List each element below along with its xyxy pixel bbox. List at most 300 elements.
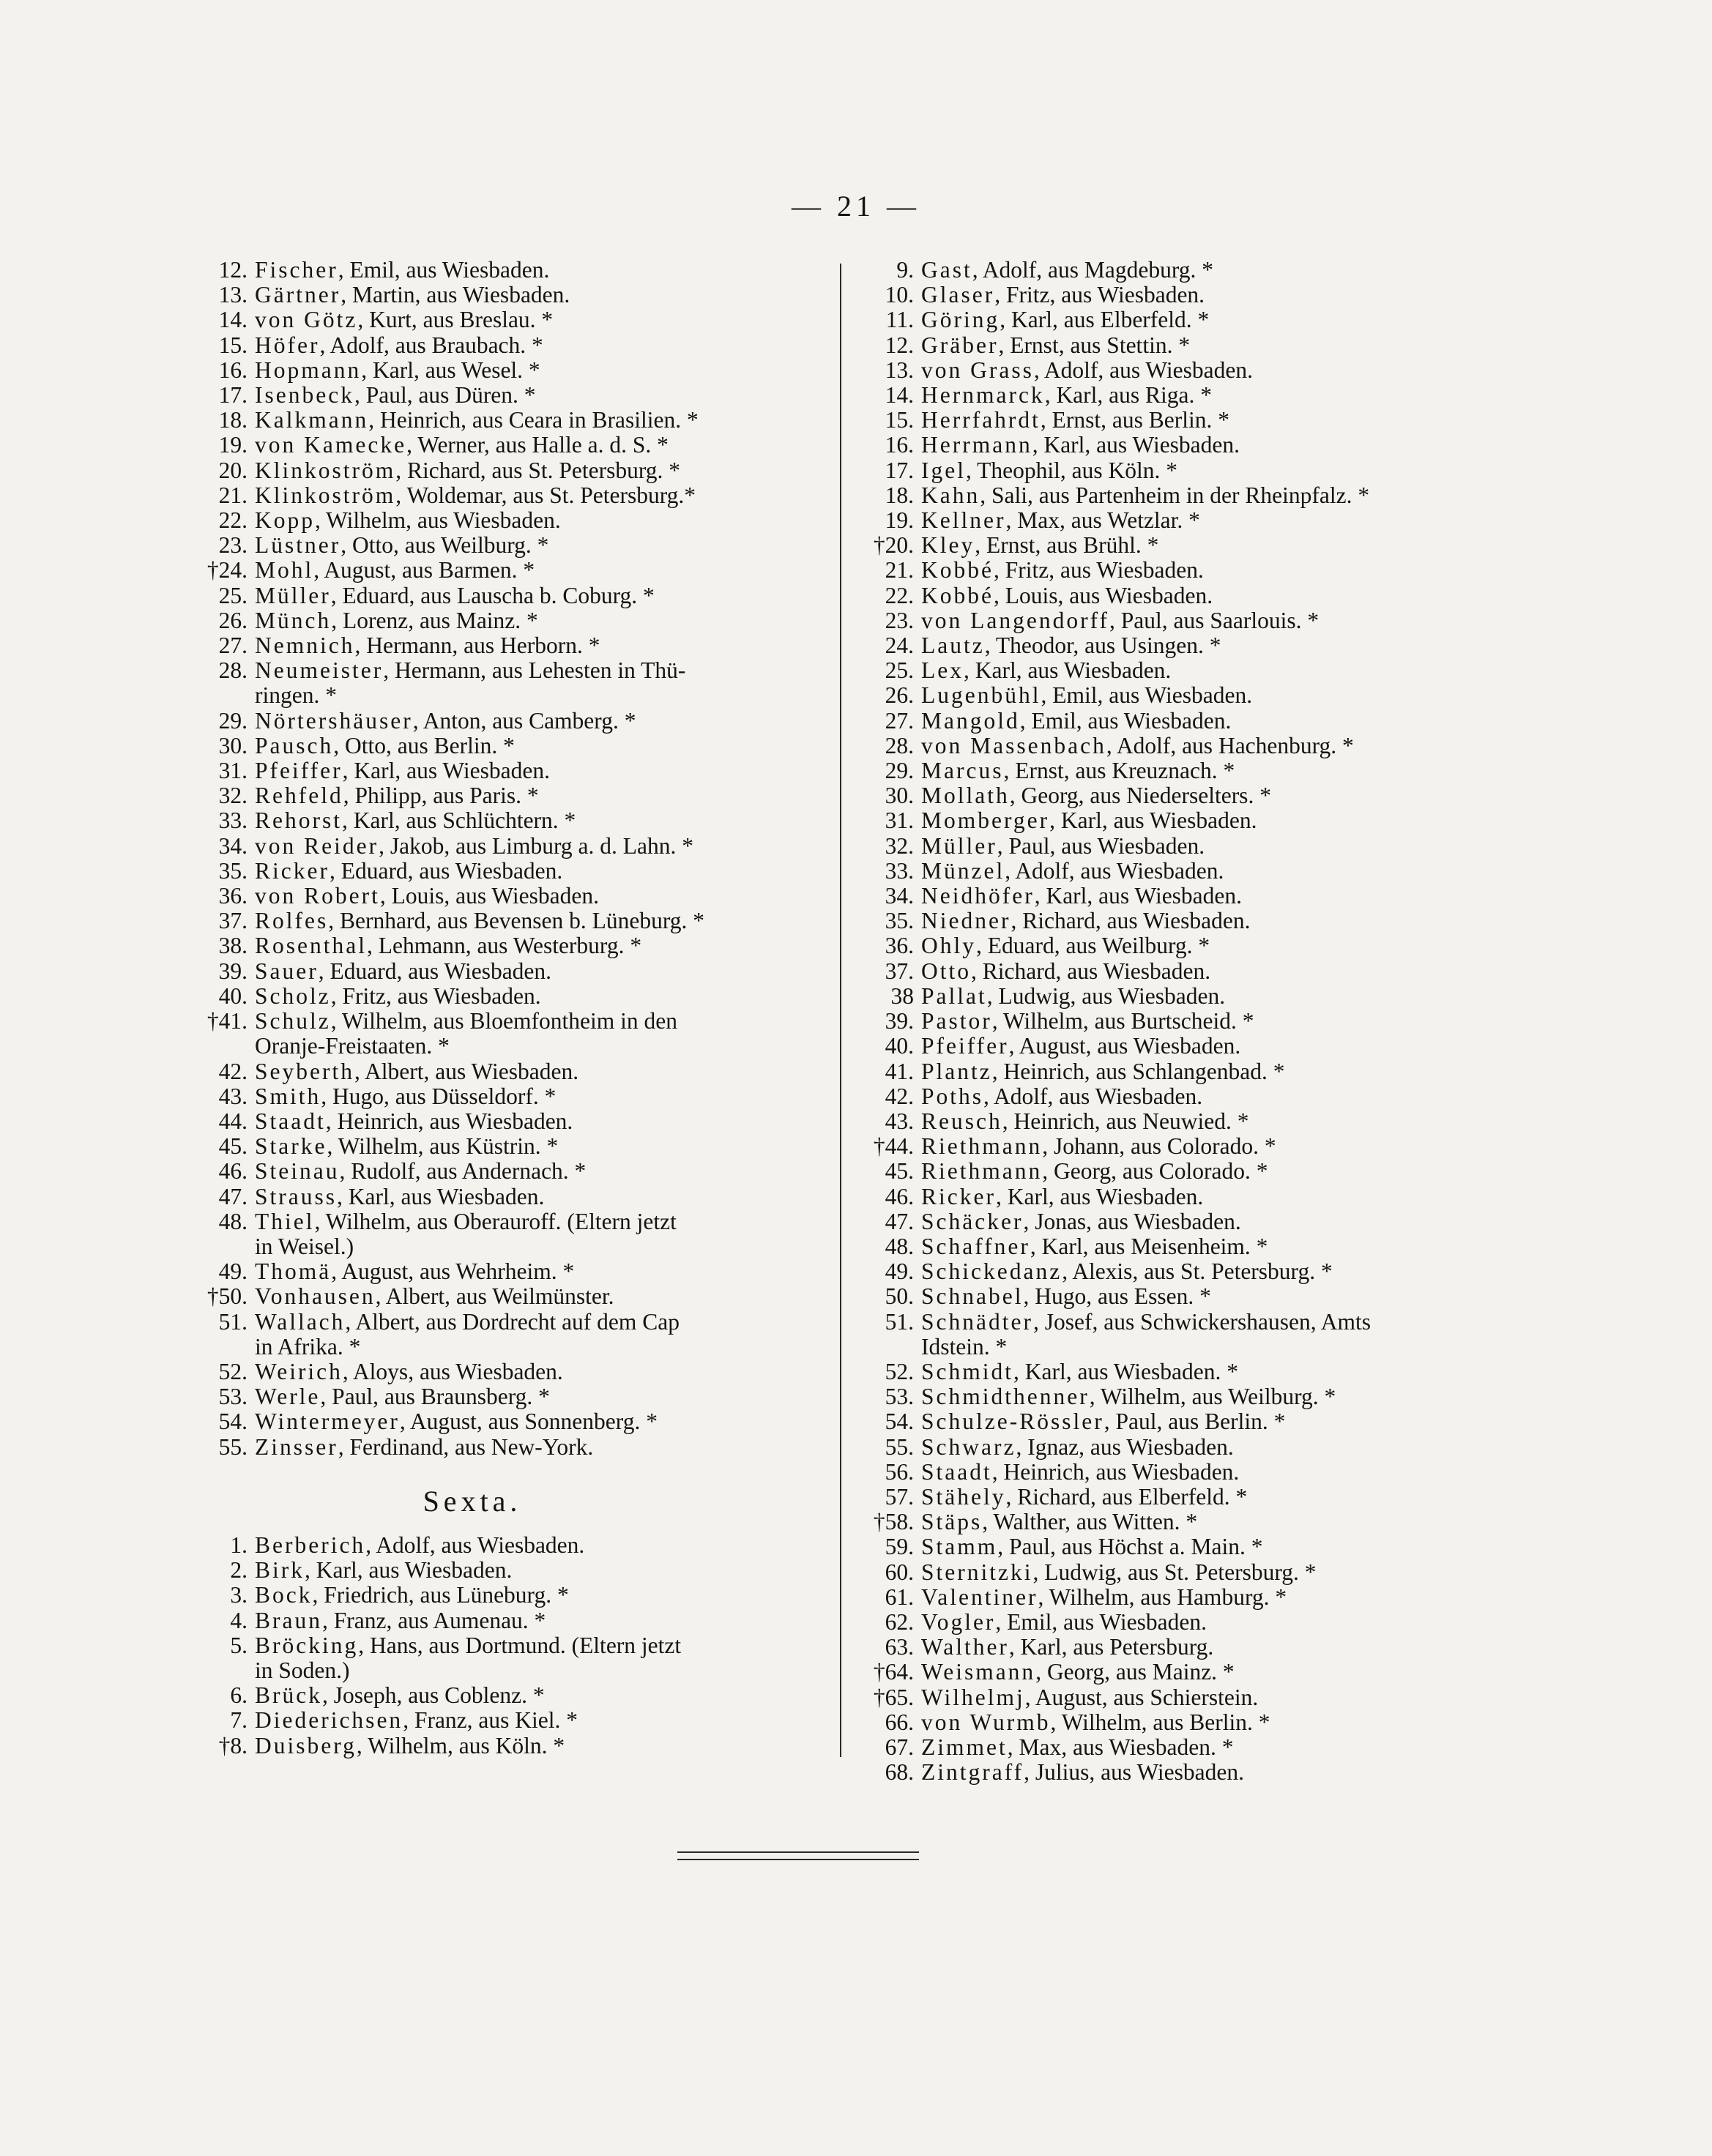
list-item	[864, 1384, 1501, 1409]
entry-number-text: 15.	[218, 332, 248, 358]
list-item	[864, 1510, 1501, 1534]
entry-number	[864, 1310, 914, 1335]
entry-line	[198, 884, 835, 909]
entry-number	[864, 933, 914, 958]
entry-text	[255, 984, 541, 1009]
entry-text	[255, 583, 655, 608]
entry-details: , Albert, aus Weilmünster.	[375, 1283, 614, 1310]
list-item	[864, 533, 1501, 558]
entry-number-text: 51.	[885, 1308, 914, 1335]
entry-line	[864, 1585, 1501, 1610]
surname: von Grass	[921, 357, 1034, 383]
entry-number	[198, 358, 248, 383]
entry-number-text: 13.	[218, 282, 248, 308]
entry-number	[198, 884, 248, 909]
surname: Herrmann	[921, 432, 1032, 458]
entry-text	[921, 1359, 1238, 1384]
list-item	[864, 608, 1501, 633]
entry-number-text: 18.	[885, 482, 914, 508]
entry-number-text: 41.	[885, 1058, 914, 1084]
entry-number	[198, 458, 248, 483]
entry-text	[255, 1359, 563, 1384]
entry-number-text: 50.	[218, 1283, 248, 1310]
list-item	[864, 1560, 1501, 1585]
entry-details: , Franz, aus Aumenau. *	[321, 1607, 546, 1633]
entry-number-text: 32.	[885, 832, 914, 859]
entry-continuation: in Weisel.)	[255, 1233, 354, 1259]
entry-number-text: 27.	[218, 633, 248, 659]
entry-number	[864, 533, 914, 558]
entry-line	[864, 1284, 1501, 1309]
entry-number-text: 54.	[218, 1409, 248, 1435]
entry-text	[921, 1310, 1371, 1335]
list-item	[198, 333, 835, 358]
entry-line	[864, 1009, 1501, 1034]
entry-details: , Emil, aus Wiesbaden.	[1041, 682, 1253, 709]
entry-line	[864, 1134, 1501, 1159]
entry-details: , Wilhelm, aus Oberauroff. (Eltern jetzt	[314, 1208, 677, 1234]
entry-number-text: 46.	[218, 1158, 248, 1185]
entry-details: , Philipp, aus Paris. *	[343, 783, 539, 809]
list-item	[198, 1259, 835, 1284]
entry-line	[864, 933, 1501, 958]
list-item	[864, 1084, 1501, 1109]
entry-line	[864, 608, 1501, 633]
entry-number-text: 40.	[885, 1033, 914, 1059]
entry-text	[255, 933, 641, 958]
entry-number	[198, 1384, 248, 1409]
list-item	[198, 1384, 835, 1409]
entry-number-text: 11.	[885, 307, 914, 333]
entry-number	[198, 808, 248, 833]
end-double-rule	[677, 1851, 919, 1860]
entry-text	[255, 834, 693, 859]
entry-line	[864, 959, 1501, 984]
right-column	[864, 258, 1501, 1785]
list-item	[198, 408, 835, 433]
entry-details: , Adolf, aus Wiesbaden.	[365, 1532, 585, 1558]
surname: Thiel	[255, 1208, 315, 1234]
entry-number	[864, 1209, 914, 1234]
surname: Otto	[921, 958, 972, 984]
list-item	[198, 483, 835, 508]
entry-line	[864, 533, 1501, 558]
entry-details: , Ernst, aus Kreuznach. *	[1003, 758, 1235, 784]
surname: Schmidt	[921, 1358, 1014, 1384]
list-item	[864, 984, 1501, 1009]
entry-line	[198, 859, 835, 884]
entry-line	[864, 1059, 1501, 1084]
entry-line	[864, 358, 1501, 383]
entry-number	[864, 1185, 914, 1209]
surname: Neidhöfer	[921, 883, 1035, 909]
list-item	[198, 658, 835, 708]
entry-line	[864, 408, 1501, 433]
entry-text	[921, 1510, 1197, 1534]
entry-number-text: 59.	[885, 1534, 914, 1560]
entry-number-text: 48.	[885, 1233, 914, 1259]
surname: Stäps	[921, 1509, 983, 1535]
list-item	[864, 1735, 1501, 1760]
entry-number	[864, 1460, 914, 1485]
entry-line	[864, 283, 1501, 307]
surname: Marcus	[921, 758, 1004, 784]
entry-text	[255, 307, 553, 332]
entry-line	[864, 1510, 1501, 1534]
entry-text	[921, 358, 1253, 383]
entry-number-text: 34.	[885, 883, 914, 909]
entry-details: , Wilhelm, aus Köln. *	[356, 1732, 565, 1758]
entry-number-text: 36.	[885, 933, 914, 959]
surname: Schäcker	[921, 1208, 1024, 1234]
entry-details: , Josef, aus Schwickershausen, Amts	[1032, 1308, 1372, 1335]
entry-number-text: 13.	[885, 357, 914, 383]
deceased-mark: †	[206, 557, 219, 583]
surname: Münzel	[921, 857, 1005, 884]
list-item	[198, 1310, 835, 1359]
entry-text	[921, 433, 1240, 458]
entry-number	[864, 859, 914, 884]
surname: Müller	[921, 832, 997, 859]
entry-line	[198, 1409, 835, 1434]
entry-text	[255, 508, 561, 533]
entry-number-text: 27.	[885, 707, 914, 734]
surname: Kalkmann	[255, 407, 369, 433]
surname: Neumeister	[255, 657, 384, 684]
entry-line	[864, 859, 1501, 884]
list-item	[864, 1710, 1501, 1735]
entry-number-text: 44.	[218, 1108, 248, 1134]
entry-details: , Karl, aus Wiesbaden.	[1034, 883, 1243, 909]
list-item	[864, 1460, 1501, 1485]
entry-number	[864, 709, 914, 734]
surname: Bock	[255, 1582, 313, 1608]
surname: Lugenbühl	[921, 682, 1041, 709]
surname: Rehorst	[255, 807, 342, 834]
surname: Kobbé	[921, 582, 994, 608]
entry-details: , Ludwig, aus Wiesbaden.	[986, 982, 1226, 1009]
surname: Gärtner	[255, 282, 341, 308]
entry-text	[921, 1409, 1285, 1434]
entry-details: , Lorenz, aus Mainz. *	[331, 607, 538, 633]
entry-number	[198, 333, 248, 358]
entry-details: , Georg, aus Niederselters. *	[1009, 783, 1271, 809]
entry-text	[255, 1209, 677, 1234]
entry-number-text: 62.	[885, 1608, 914, 1635]
entry-details: , Sali, aus Partenheim in der Rheinpfalz. *	[980, 482, 1370, 508]
entry-line	[864, 1435, 1501, 1460]
entry-line	[864, 1660, 1501, 1685]
entry-text	[921, 734, 1354, 758]
list-item	[864, 933, 1501, 958]
entry-number-text: 19.	[218, 432, 248, 458]
entry-details: , Georg, aus Mainz. *	[1035, 1659, 1235, 1685]
entry-number	[864, 1234, 914, 1259]
list-item	[198, 758, 835, 783]
entry-number	[864, 1359, 914, 1384]
entry-number-text: 6.	[230, 1682, 248, 1709]
surname: Birk	[255, 1557, 305, 1584]
entry-line	[864, 834, 1501, 859]
entry-number-text: 47.	[885, 1208, 914, 1234]
surname: Weismann	[921, 1659, 1036, 1685]
entry-number	[198, 258, 248, 283]
entry-text	[921, 633, 1221, 658]
surname: Müller	[255, 582, 331, 608]
surname: Berberich	[255, 1532, 366, 1558]
surname: Scholz	[255, 982, 331, 1009]
entry-number	[864, 1034, 914, 1059]
entry-number	[198, 1159, 248, 1184]
entry-line	[864, 333, 1501, 358]
entry-details: , Wilhelm, aus Küstrin. *	[327, 1133, 559, 1160]
list-item	[198, 1134, 835, 1159]
list-item	[198, 884, 835, 909]
surname: Stähely	[921, 1483, 1006, 1510]
entry-number-text: 24.	[218, 557, 248, 583]
entry-details: , Paul, aus Braunsberg. *	[320, 1384, 550, 1410]
surname: Klinkoström	[255, 482, 396, 508]
entry-text	[255, 859, 562, 884]
entry-number	[864, 1660, 914, 1685]
surname: Nörtershäuser	[255, 707, 413, 734]
entry-text	[921, 1134, 1276, 1159]
list-item	[864, 834, 1501, 859]
entry-number-text: 58.	[885, 1509, 914, 1535]
list-item	[198, 1734, 835, 1758]
list-item	[864, 859, 1501, 884]
entry-number	[198, 734, 248, 758]
entry-number	[864, 608, 914, 633]
deceased-mark: †	[873, 1509, 885, 1535]
list-item	[864, 734, 1501, 758]
entry-line	[198, 533, 835, 558]
entry-number-text: 35.	[885, 908, 914, 934]
entry-number	[864, 1134, 914, 1159]
entry-line	[864, 508, 1501, 533]
list-item	[864, 884, 1501, 909]
entry-number	[864, 383, 914, 408]
surname: Schickedanz	[921, 1258, 1062, 1285]
surname: Poths	[921, 1083, 984, 1109]
entry-details: , Franz, aus Kiel. *	[403, 1707, 578, 1734]
surname: Schnädter	[921, 1308, 1033, 1335]
list-item	[864, 783, 1501, 808]
entry-line	[864, 383, 1501, 408]
entry-text	[921, 1735, 1233, 1760]
entry-number-text: 33.	[218, 807, 248, 834]
surname: Hopmann	[255, 357, 362, 383]
entry-text	[921, 1259, 1333, 1284]
entry-number	[864, 808, 914, 833]
surname: Diederichsen	[255, 1707, 403, 1734]
entry-number	[864, 458, 914, 483]
entry-details: , Karl, aus Petersburg.	[1008, 1634, 1214, 1660]
entry-text	[255, 808, 576, 833]
entry-number-text: 19.	[885, 507, 914, 534]
entry-line	[198, 333, 835, 358]
entry-details: , Wilhelm, aus Hamburg. *	[1038, 1584, 1287, 1610]
entry-details: , August, aus Wehrheim. *	[331, 1258, 575, 1285]
list-item	[864, 808, 1501, 833]
list-item	[864, 283, 1501, 307]
surname: Walther	[921, 1634, 1009, 1660]
surname: Kopp	[255, 507, 315, 534]
entry-line	[864, 1685, 1501, 1710]
entry-line	[864, 1234, 1501, 1259]
entry-text	[921, 583, 1213, 608]
entry-number	[864, 1084, 914, 1109]
list-item	[864, 408, 1501, 433]
surname: Steinau	[255, 1158, 340, 1185]
entry-details: , Ernst, aus Stettin. *	[998, 332, 1191, 358]
entry-text	[921, 1084, 1202, 1109]
surname: Höfer	[255, 332, 320, 358]
entry-details: , Karl, aus Wesel. *	[361, 357, 540, 383]
entry-line	[864, 984, 1501, 1009]
entry-number-text: 55.	[218, 1433, 248, 1460]
entry-details: , Joseph, aus Coblenz. *	[321, 1682, 545, 1709]
list-item	[864, 1310, 1501, 1359]
list-item	[864, 333, 1501, 358]
entry-text	[921, 1234, 1268, 1259]
entry-line	[864, 1259, 1501, 1284]
surname: Thomä	[255, 1258, 332, 1285]
list-item	[864, 1059, 1501, 1084]
entry-number	[198, 583, 248, 608]
entry-number-text: 56.	[885, 1458, 914, 1485]
entry-number-text: 42.	[885, 1083, 914, 1109]
entry-text	[921, 783, 1271, 808]
entry-details: , Jonas, aus Wiesbaden.	[1023, 1208, 1241, 1234]
entry-text	[255, 633, 600, 658]
entry-number-text: 26.	[218, 607, 248, 633]
entry-details: , Albert, aus Dordrecht auf dem Cap	[345, 1308, 680, 1335]
entry-number-text: 26.	[885, 682, 914, 709]
entry-line	[198, 1310, 835, 1335]
entry-text	[921, 1034, 1240, 1059]
deceased-mark: †	[873, 1684, 885, 1710]
surname: Mollath	[921, 783, 1010, 809]
entry-line	[198, 909, 835, 933]
list-item	[198, 558, 835, 583]
entry-number-text: 25.	[218, 582, 248, 608]
list-item	[864, 909, 1501, 933]
entry-number-text: 20.	[218, 457, 248, 483]
surname: Stamm	[921, 1534, 998, 1560]
entry-number-text: 48.	[218, 1208, 248, 1234]
list-item	[198, 1059, 835, 1084]
entry-details: , Friedrich, aus Lüneburg. *	[312, 1582, 569, 1608]
list-item	[198, 458, 835, 483]
entry-number-text: 52.	[885, 1358, 914, 1384]
entry-line	[198, 1359, 835, 1384]
entry-number-text: 50.	[885, 1283, 914, 1310]
entry-text	[921, 1660, 1235, 1685]
entry-details: , Emil, aus Wiesbaden.	[1019, 707, 1232, 734]
list-item	[198, 358, 835, 383]
surname: Staadt	[921, 1458, 992, 1485]
entry-number-text: 53.	[218, 1384, 248, 1410]
entry-number	[198, 1633, 248, 1658]
list-item	[198, 1185, 835, 1209]
entry-text	[921, 683, 1252, 708]
entry-details: , Paul, aus Höchst a. Main. *	[997, 1534, 1263, 1560]
entry-details: , Max, aus Wetzlar. *	[1005, 507, 1200, 534]
entry-text	[255, 1384, 550, 1409]
entry-text	[921, 1635, 1213, 1660]
list-item	[864, 483, 1501, 508]
entry-line	[864, 709, 1501, 734]
entry-number	[198, 1558, 248, 1583]
list-item	[864, 258, 1501, 283]
entry-text	[921, 608, 1319, 633]
entry-line	[198, 1734, 835, 1758]
list-item	[864, 433, 1501, 458]
entry-text	[255, 959, 551, 984]
list-item	[864, 683, 1501, 708]
surname: von Robert	[255, 883, 380, 909]
entry-text	[255, 1059, 578, 1084]
surname: Braun	[255, 1607, 322, 1633]
entry-details: , Albert, aus Wiesbaden.	[354, 1058, 579, 1084]
list-item	[198, 283, 835, 307]
entry-number-text: 36.	[218, 883, 248, 909]
entry-line	[864, 658, 1501, 683]
entry-text	[921, 483, 1369, 508]
entry-text	[255, 1134, 558, 1159]
entry-number	[864, 884, 914, 909]
entry-line	[864, 583, 1501, 608]
surname: Ohly	[921, 933, 976, 959]
entry-line	[198, 558, 835, 583]
entry-number-text: 39.	[218, 958, 248, 984]
entry-number	[864, 483, 914, 508]
entry-text	[255, 1009, 677, 1034]
entry-number-text: 31.	[218, 758, 248, 784]
entry-number-text: 42.	[218, 1058, 248, 1084]
entry-number	[198, 1185, 248, 1209]
entry-details: , August, aus Wiesbaden.	[1008, 1033, 1241, 1059]
list-item	[198, 734, 835, 758]
list-item	[198, 433, 835, 458]
entry-details: , Karl, aus Wiesbaden.	[995, 1183, 1204, 1209]
entry-number-text: 33.	[885, 857, 914, 884]
entry-text	[921, 383, 1212, 408]
entry-line	[198, 758, 835, 783]
entry-continuation: in Afrika. *	[255, 1333, 361, 1359]
entry-line	[864, 558, 1501, 583]
entry-details: , Johann, aus Colorado. *	[1042, 1133, 1276, 1160]
list-item	[198, 783, 835, 808]
entry-line	[864, 1159, 1501, 1184]
entry-number	[864, 1009, 914, 1034]
entry-details: , Georg, aus Colorado. *	[1042, 1158, 1268, 1185]
entry-text	[255, 1558, 512, 1583]
surname: Lex	[921, 657, 964, 684]
list-item	[864, 383, 1501, 408]
entry-details: , Adolf, aus Hachenburg. *	[1106, 732, 1354, 758]
surname: Rosenthal	[255, 933, 367, 959]
entry-number-text: 14.	[885, 382, 914, 409]
entry-number	[198, 1608, 248, 1633]
entry-text	[921, 1059, 1285, 1084]
entry-line	[864, 1485, 1501, 1510]
entry-line	[864, 1460, 1501, 1485]
surname: Smith	[255, 1083, 321, 1109]
entry-details: , Ignaz, aus Wiesbaden.	[1016, 1433, 1234, 1460]
entry-details: , Fritz, aus Wiesbaden.	[994, 282, 1205, 308]
